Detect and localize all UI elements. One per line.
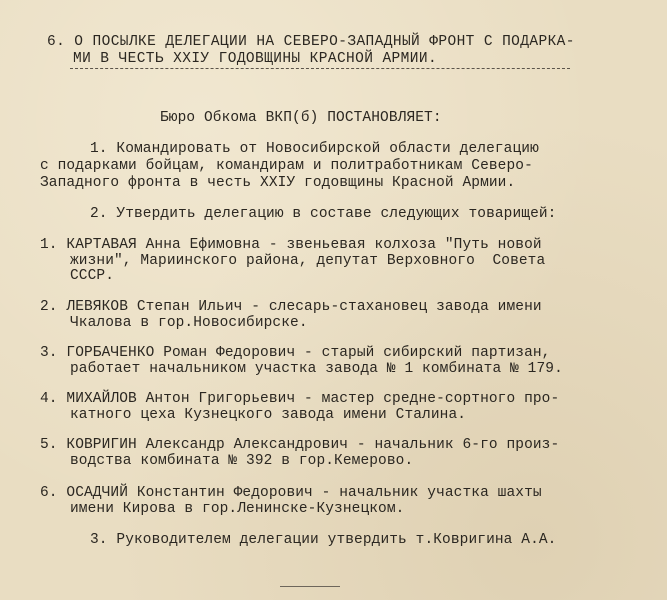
member-4-line-2: катного цеха Кузнецкого завода имени Сталина. bbox=[70, 407, 467, 423]
member-5-line-2: водства комбината № 392 в гор.Кемерово. bbox=[70, 453, 414, 469]
member-3-line-2: работает начальником участка завода № 1 комбината № 179. bbox=[70, 361, 563, 377]
decision-heading: Бюро Обкома ВКП(б) ПОСТАНОВЛЯЕТ: bbox=[160, 110, 442, 126]
member-2-line-1: 2. ЛЕВЯКОВ Степан Ильич - слесарь-стахановец завода имени bbox=[40, 299, 542, 315]
title-underline bbox=[70, 68, 570, 69]
member-4-line-1: 4. МИХАЙЛОВ Антон Григорьевич - мастер средне-сортного про- bbox=[40, 391, 560, 407]
point-1-line-3: Западного фронта в честь XXIУ годовщины Красной Армии. bbox=[40, 175, 516, 191]
member-3-line-1: 3. ГОРБАЧЕНКО Роман Федорович - старый сибирский партизан, bbox=[40, 345, 551, 361]
member-1-line-1: 1. КАРТАВАЯ Анна Ефимовна - звеньевая колхоза "Путь новой bbox=[40, 237, 542, 253]
member-2-line-2: Чкалова в гор.Новосибирске. bbox=[70, 315, 308, 331]
member-1-line-2: жизни", Мариинского района, депутат Верховного Совета bbox=[70, 253, 546, 269]
member-6-line-2: имени Кирова в гор.Ленинске-Кузнецком. bbox=[70, 501, 405, 517]
point-2-line: 2. Утвердить делегацию в составе следующих товарищей: bbox=[90, 206, 557, 222]
point-1-line-2: с подарками бойцам, командирам и политработникам Северо- bbox=[40, 158, 533, 174]
point-1-line-1: 1. Командировать от Новосибирской области делегацию bbox=[90, 141, 539, 157]
member-1-line-3: СССР. bbox=[70, 268, 115, 284]
point-3-line: 3. Руководителем делегации утвердить т.Ковригина А.А. bbox=[90, 532, 557, 548]
resolution-title-line-2: МИ В ЧЕСТЬ XXIУ ГОДОВЩИНЫ КРАСНОЙ АРМИИ. bbox=[73, 51, 438, 67]
resolution-title-line-1: 6. О ПОСЫЛКЕ ДЕЛЕГАЦИИ НА СЕВЕРО-ЗАПАДНЫЙ ФРОНТ С ПОДАРКА- bbox=[47, 34, 575, 50]
page-bottom-rule bbox=[280, 586, 340, 587]
member-5-line-1: 5. КОВРИГИН Александр Александрович - начальник 6-го произ- bbox=[40, 437, 560, 453]
member-6-line-1: 6. ОСАДЧИЙ Константин Федорович - начальник участка шахты bbox=[40, 485, 542, 501]
